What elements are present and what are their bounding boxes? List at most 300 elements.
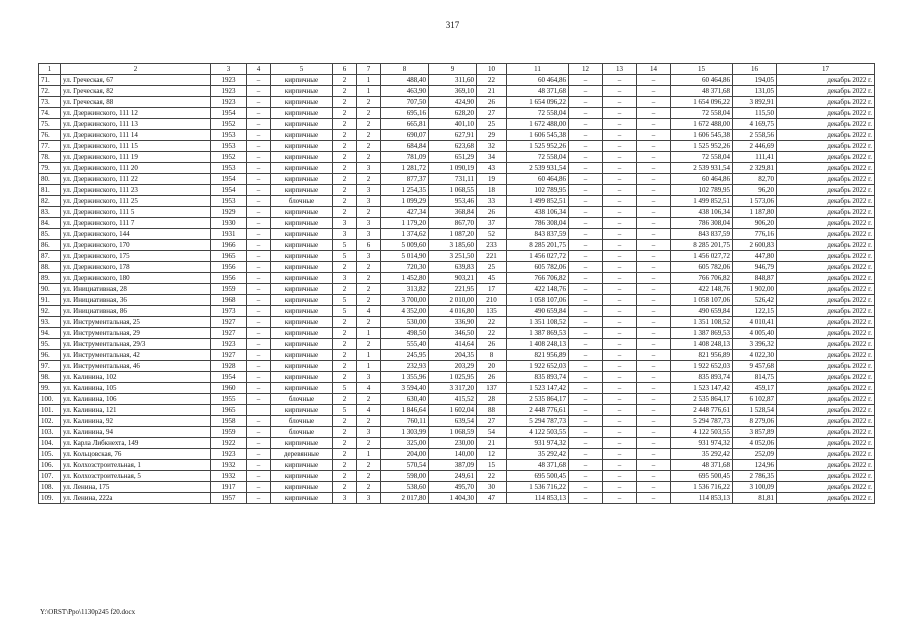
table-cell: 60 464,86 [507, 174, 569, 185]
table-cell: 78. [39, 152, 61, 163]
column-header: 6 [333, 64, 357, 75]
table-cell: декабрь 2022 г. [777, 493, 875, 504]
table-cell: – [247, 240, 271, 251]
table-cell: 1953 [211, 163, 247, 174]
table-cell: 1917 [211, 482, 247, 493]
table-cell: блочные [271, 427, 333, 438]
table-cell: – [603, 339, 637, 350]
table-cell: 3 [357, 251, 381, 262]
table-cell: – [247, 295, 271, 306]
table-cell: – [247, 262, 271, 273]
table-cell: ул. Дзержинского, 144 [61, 229, 211, 240]
table-cell: декабрь 2022 г. [777, 482, 875, 493]
table-cell: 538,60 [381, 482, 429, 493]
table-row [39, 152, 875, 163]
table-cell: кирпичные [271, 86, 333, 97]
table-cell: – [247, 306, 271, 317]
table-row [39, 438, 875, 449]
table-cell: 1953 [211, 196, 247, 207]
table-cell: декабрь 2022 г. [777, 460, 875, 471]
table-cell: – [247, 218, 271, 229]
table-cell: – [569, 75, 603, 86]
table-cell: – [603, 218, 637, 229]
table-cell: 459,17 [733, 383, 777, 394]
table-cell: 498,50 [381, 328, 429, 339]
table-cell: 81. [39, 185, 61, 196]
table-cell: 1 387 869,53 [671, 328, 733, 339]
table-cell: кирпичные [271, 295, 333, 306]
table-cell: 336,90 [429, 317, 477, 328]
table-row [39, 471, 875, 482]
column-header: 12 [569, 64, 603, 75]
table-cell: декабрь 2022 г. [777, 306, 875, 317]
table-row [39, 97, 875, 108]
table-cell: – [637, 328, 671, 339]
table-cell: 80. [39, 174, 61, 185]
table-cell: 2 [333, 328, 357, 339]
table-cell: – [603, 471, 637, 482]
table-cell: – [637, 185, 671, 196]
table-cell: – [603, 295, 637, 306]
table-cell: 3 317,20 [429, 383, 477, 394]
table-cell: – [603, 86, 637, 97]
table-cell: 137 [477, 383, 507, 394]
table-cell: – [603, 284, 637, 295]
table-cell: 1 [357, 361, 381, 372]
table-cell: ул. Калинина, 121 [61, 405, 211, 416]
table-row [39, 361, 875, 372]
table-cell: 245,95 [381, 350, 429, 361]
table-cell: ул. Инструментальная, 42 [61, 350, 211, 361]
table-cell: 1930 [211, 218, 247, 229]
table-cell: 2 535 864,17 [507, 394, 569, 405]
table-cell: 114 853,13 [507, 493, 569, 504]
table-cell: 1973 [211, 306, 247, 317]
table-cell: – [603, 328, 637, 339]
table-cell: – [603, 196, 637, 207]
table-cell: – [569, 438, 603, 449]
table-cell: – [569, 251, 603, 262]
table-cell: 786 308,04 [671, 218, 733, 229]
table-cell: 100. [39, 394, 61, 405]
table-cell: 526,42 [733, 295, 777, 306]
table-cell: – [637, 471, 671, 482]
table-cell: 115,50 [733, 108, 777, 119]
table-cell: 2 535 864,17 [671, 394, 733, 405]
table-cell: 946,79 [733, 262, 777, 273]
table-cell: 19 [477, 174, 507, 185]
table-cell: 1968 [211, 295, 247, 306]
table-cell: ул. Инициативная, 86 [61, 306, 211, 317]
table-cell: – [247, 185, 271, 196]
table-cell: ул. Инициативная, 36 [61, 295, 211, 306]
table-cell: 368,84 [429, 207, 477, 218]
table-cell: кирпичные [271, 317, 333, 328]
table-cell: 15 [477, 460, 507, 471]
table-row [39, 251, 875, 262]
table-cell: – [569, 185, 603, 196]
table-cell: 1 602,04 [429, 405, 477, 416]
column-header: 1 [39, 64, 61, 75]
table-row [39, 383, 875, 394]
table-cell: 76. [39, 130, 61, 141]
table-cell: – [603, 207, 637, 218]
table-cell: ул. Греческая, 67 [61, 75, 211, 86]
table-cell: 2 [357, 339, 381, 350]
table-cell: 369,10 [429, 86, 477, 97]
table-cell: – [637, 229, 671, 240]
table-cell: ул. Калинина, 92 [61, 416, 211, 427]
table-cell: 1 [357, 75, 381, 86]
table-cell: кирпичные [271, 163, 333, 174]
table-cell: 1932 [211, 471, 247, 482]
table-cell: 94. [39, 328, 61, 339]
table-cell: 21 [477, 86, 507, 97]
table-cell: 3 251,50 [429, 251, 477, 262]
table-cell: 1932 [211, 460, 247, 471]
table-cell: – [247, 460, 271, 471]
table-cell: кирпичные [271, 152, 333, 163]
table-cell: – [247, 108, 271, 119]
table-cell: 5 009,60 [381, 240, 429, 251]
table-cell: ул. Дзержинского, 111 22 [61, 174, 211, 185]
table-cell: 2 [333, 86, 357, 97]
table-cell: 1966 [211, 240, 247, 251]
table-cell: 1 606 545,38 [671, 130, 733, 141]
table-cell: 2 [333, 119, 357, 130]
table-cell: 2 [357, 108, 381, 119]
table-cell: 720,30 [381, 262, 429, 273]
table-cell: ул. Калинина, 105 [61, 383, 211, 394]
table-cell: 1 355,96 [381, 372, 429, 383]
table-cell: декабрь 2022 г. [777, 405, 875, 416]
table-cell: – [603, 152, 637, 163]
table-cell: – [569, 449, 603, 460]
table-row [39, 372, 875, 383]
table-cell: – [247, 493, 271, 504]
table-cell: ул. Греческая, 88 [61, 97, 211, 108]
table-cell: 2 [333, 361, 357, 372]
table-cell: 1 499 852,51 [507, 196, 569, 207]
table-cell: декабрь 2022 г. [777, 163, 875, 174]
page-number: 317 [445, 20, 460, 30]
table-cell: 1 087,20 [429, 229, 477, 240]
table-row [39, 449, 875, 460]
table-cell: 107. [39, 471, 61, 482]
table-cell: 79. [39, 163, 61, 174]
table-cell: – [637, 361, 671, 372]
table-cell: – [569, 108, 603, 119]
table-cell: ул. Инструментальная, 29 [61, 328, 211, 339]
table-cell: ул. Калинина, 94 [61, 427, 211, 438]
table-cell: 1 099,29 [381, 196, 429, 207]
table-cell: 54 [477, 427, 507, 438]
table-cell: – [247, 328, 271, 339]
table-cell: 26 [477, 97, 507, 108]
table-cell: 2 [357, 460, 381, 471]
table-cell: – [247, 196, 271, 207]
table-cell: 2 [333, 394, 357, 405]
column-header: 10 [477, 64, 507, 75]
table-cell: 1927 [211, 317, 247, 328]
table-cell: 85. [39, 229, 61, 240]
table-cell: 2 329,81 [733, 163, 777, 174]
table-cell: 1965 [211, 405, 247, 416]
table-cell: 230,00 [429, 438, 477, 449]
table-cell: – [247, 174, 271, 185]
table-cell: кирпичные [271, 306, 333, 317]
column-header: 16 [733, 64, 777, 75]
table-cell: 1923 [211, 86, 247, 97]
table-cell: 1 068,55 [429, 185, 477, 196]
table-cell: ул. Дзержинского, 111 23 [61, 185, 211, 196]
table-cell: 2 [333, 471, 357, 482]
table-cell: – [569, 416, 603, 427]
table-cell: 4 122 503,55 [507, 427, 569, 438]
table-cell: ул. Дзержинского, 111 12 [61, 108, 211, 119]
table-cell: 605 782,06 [507, 262, 569, 273]
column-header: 2 [61, 64, 211, 75]
table-cell: ул. Дзержинского, 111 14 [61, 130, 211, 141]
table-cell: – [637, 394, 671, 405]
table-cell: – [603, 383, 637, 394]
table-cell: – [603, 317, 637, 328]
table-cell: 2 [357, 471, 381, 482]
table-cell: 2 [333, 449, 357, 460]
table-cell: декабрь 2022 г. [777, 383, 875, 394]
table-cell: 2 [357, 119, 381, 130]
table-cell: 84. [39, 218, 61, 229]
table-cell: 5 [333, 240, 357, 251]
table-cell: 1 408 248,13 [671, 339, 733, 350]
table-row [39, 130, 875, 141]
table-cell: 90. [39, 284, 61, 295]
table-cell: 8 279,06 [733, 416, 777, 427]
table-cell: 4 016,80 [429, 306, 477, 317]
table-cell: – [603, 75, 637, 86]
table-cell: 325,00 [381, 438, 429, 449]
table-body [39, 75, 875, 504]
table-cell: 106. [39, 460, 61, 471]
table-row [39, 405, 875, 416]
table-cell: декабрь 2022 г. [777, 438, 875, 449]
table-cell: 72 558,04 [671, 152, 733, 163]
table-cell: 73. [39, 97, 61, 108]
table-cell: 3 396,32 [733, 339, 777, 350]
table-cell: 28 [477, 394, 507, 405]
table-cell: 4 [357, 306, 381, 317]
table-cell: 60 464,86 [507, 75, 569, 86]
table-cell: – [247, 97, 271, 108]
table-cell: 2 [333, 97, 357, 108]
table-cell: 1 654 096,22 [671, 97, 733, 108]
table-row [39, 306, 875, 317]
table-cell: 34 [477, 152, 507, 163]
table-cell: 26 [477, 207, 507, 218]
table-cell: 1954 [211, 108, 247, 119]
table-cell: декабрь 2022 г. [777, 240, 875, 251]
table-cell: 4 122 503,55 [671, 427, 733, 438]
table-cell: 695 500,45 [507, 471, 569, 482]
table-cell: – [603, 262, 637, 273]
table-cell: блочные [271, 416, 333, 427]
table-cell: ул. Колхозстроительная, 5 [61, 471, 211, 482]
table-cell: кирпичные [271, 97, 333, 108]
table-cell: – [569, 427, 603, 438]
table-cell: – [247, 86, 271, 97]
table-cell: – [603, 174, 637, 185]
table-cell: 4 005,40 [733, 328, 777, 339]
table-cell: – [569, 295, 603, 306]
table-cell: 1 351 108,52 [507, 317, 569, 328]
table-cell: декабрь 2022 г. [777, 218, 875, 229]
table-cell: 1960 [211, 383, 247, 394]
table-cell: 48 371,68 [671, 460, 733, 471]
table-cell: декабрь 2022 г. [777, 119, 875, 130]
table-cell: 32 [477, 141, 507, 152]
column-header: 17 [777, 64, 875, 75]
table-cell: 89. [39, 273, 61, 284]
table-cell: кирпичные [271, 471, 333, 482]
table-cell: 88 [477, 405, 507, 416]
table-cell: – [247, 251, 271, 262]
table-cell: кирпичные [271, 361, 333, 372]
table-row [39, 339, 875, 350]
table-cell: 204,35 [429, 350, 477, 361]
table-cell: 4 [357, 405, 381, 416]
table-cell: 1 922 652,03 [671, 361, 733, 372]
table-cell: 3 [333, 273, 357, 284]
table-cell: 103. [39, 427, 61, 438]
table-cell: 639,83 [429, 262, 477, 273]
table-cell: 48 371,68 [507, 460, 569, 471]
table-cell: 1 351 108,52 [671, 317, 733, 328]
table-cell: 72 558,04 [507, 108, 569, 119]
table-cell: 1 [357, 328, 381, 339]
table-cell: 1 456 027,72 [671, 251, 733, 262]
table-cell: – [637, 273, 671, 284]
table-row [39, 317, 875, 328]
table-cell: – [569, 372, 603, 383]
table-cell: – [603, 163, 637, 174]
table-row [39, 229, 875, 240]
table-row [39, 482, 875, 493]
table-cell: – [247, 438, 271, 449]
table-cell: 3 [357, 185, 381, 196]
table-cell: 1954 [211, 185, 247, 196]
table-row [39, 75, 875, 86]
table-cell: 35 292,42 [507, 449, 569, 460]
table-cell: 3 892,91 [733, 97, 777, 108]
table-cell: – [637, 493, 671, 504]
table-cell: – [569, 350, 603, 361]
column-header: 8 [381, 64, 429, 75]
table-cell: 835 893,74 [507, 372, 569, 383]
table-cell: 2 [357, 284, 381, 295]
table-cell: – [637, 306, 671, 317]
table-cell: 210 [477, 295, 507, 306]
table-cell: 47 [477, 493, 507, 504]
table-cell: 48 371,68 [671, 86, 733, 97]
table-row [39, 119, 875, 130]
housing-table [38, 63, 875, 504]
table-cell: – [637, 350, 671, 361]
table-cell: – [637, 339, 671, 350]
table-cell: 2 [333, 141, 357, 152]
table-cell: 1954 [211, 372, 247, 383]
table-cell: декабрь 2022 г. [777, 449, 875, 460]
table-cell: 490 659,84 [507, 306, 569, 317]
table-cell: – [637, 152, 671, 163]
table-cell: 931 974,32 [507, 438, 569, 449]
table-cell: декабрь 2022 г. [777, 416, 875, 427]
table-cell: 2 [357, 174, 381, 185]
table-cell: – [569, 383, 603, 394]
table-cell: – [637, 207, 671, 218]
table-cell: – [247, 229, 271, 240]
table-cell: – [637, 438, 671, 449]
table-cell: 2 [333, 262, 357, 273]
table-cell: кирпичные [271, 174, 333, 185]
table-cell: 4 169,75 [733, 119, 777, 130]
table-cell: – [247, 394, 271, 405]
table-cell: 3 [357, 196, 381, 207]
table-row [39, 394, 875, 405]
table-cell: ул. Дзержинского, 175 [61, 251, 211, 262]
footer-file-path: Y:\ORST\Ppo\1130p245 f20.docx [40, 608, 136, 616]
table-cell: – [637, 119, 671, 130]
table-cell: 12 [477, 449, 507, 460]
table-cell: 684,84 [381, 141, 429, 152]
table-cell: 72 558,04 [507, 152, 569, 163]
table-cell: декабрь 2022 г. [777, 229, 875, 240]
table-cell: – [637, 427, 671, 438]
table-cell: 74. [39, 108, 61, 119]
table-cell: 232,93 [381, 361, 429, 372]
table-cell: 2 [333, 207, 357, 218]
table-cell: кирпичные [271, 207, 333, 218]
table-cell: 114 853,13 [671, 493, 733, 504]
table-cell: 1923 [211, 339, 247, 350]
table-cell: 1 254,35 [381, 185, 429, 196]
table-cell: 3 700,00 [381, 295, 429, 306]
table-cell: 415,52 [429, 394, 477, 405]
table-cell: 27 [477, 108, 507, 119]
table-cell: 26 [477, 339, 507, 350]
table-row [39, 273, 875, 284]
column-header: 3 [211, 64, 247, 75]
table-cell: 2 [333, 438, 357, 449]
table-cell: 91. [39, 295, 61, 306]
table-row [39, 350, 875, 361]
table-cell: декабрь 2022 г. [777, 350, 875, 361]
table-cell: 1 [357, 350, 381, 361]
table-cell: 21 [477, 438, 507, 449]
table-cell: 8 285 201,75 [671, 240, 733, 251]
table-cell: 1 606 545,38 [507, 130, 569, 141]
table-cell: – [247, 361, 271, 372]
table-cell: 2 [333, 108, 357, 119]
table-cell: 3 185,60 [429, 240, 477, 251]
table-cell: 8 285 201,75 [507, 240, 569, 251]
table-cell: 81,81 [733, 493, 777, 504]
table-cell: – [603, 185, 637, 196]
table-cell: 2 786,35 [733, 471, 777, 482]
table-cell: ул. Кольцовская, 76 [61, 449, 211, 460]
table-cell: декабрь 2022 г. [777, 262, 875, 273]
table-cell: 1 281,72 [381, 163, 429, 174]
table-cell: 1 [357, 449, 381, 460]
